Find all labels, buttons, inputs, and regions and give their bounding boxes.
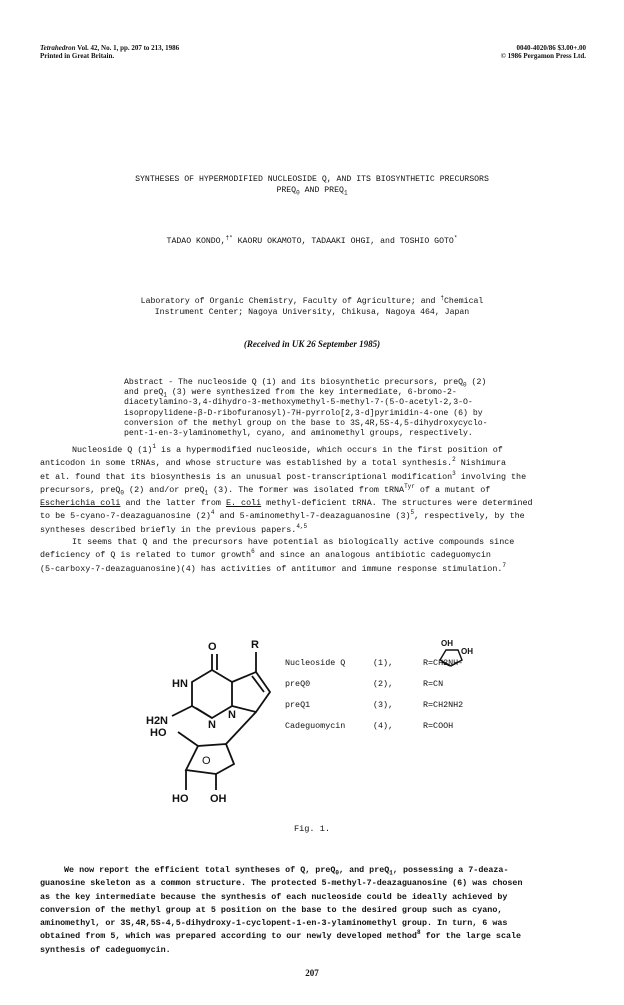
author-list: TADAO KONDO,†* KAORU OKAMOTO, TADAAKI OHGI, and TOSHIO GOTO* <box>166 234 458 246</box>
hn-label: HN <box>172 678 188 690</box>
compound-row-1: Nucleoside Q (1), R=CH2NH- <box>285 658 464 668</box>
ho-5prime-label: HO <box>150 727 167 739</box>
affiliation-line-2: Instrument Center; Nagoya University, Chikusa, Nagoya 464, Japan <box>154 308 470 317</box>
paragraph-intro: Nucleoside Q $(1)^1$ is a hypermodified nucleoside, which occurs in the first position of anticodon in some tRNAs, and whose structure was established by a total synthesis.$^2$ Nishimura et al. found that its biosynthesis is an unusual post-transcriptional modification$^3$ involving the precursors, preQ$_0$ (2) and/or preQ$_1$ (3). The former was isolated from tRNA$^{Tyr}$ of a mutant of Escherichia coli and the latter from E. coli methyl-deficient tRNA. The structures were determined to be 5-cyano-7-deazaguanosine $(2)^4$ and 5-aminomethyl-7-deazaguanosine $(3)^5$, respectively, by the syntheses described briefly in the previous papers.$^{4,5}$ <box>40 443 533 535</box>
oh-3prime-label: OH <box>210 793 227 805</box>
affiliation <box>0 296 624 318</box>
paragraph-synthesis: We now report the efficient total syntheses of Q, preQ$_0$, and preQ$_1$, possessing a 7-deaza- guanosine skeleton as a common structure. The protected 5-methyl-7-deazaguanosine (6) was chosen as the key intermediate because the synthesis of each nucleoside could be ideally achieved by conversion of the methyl group at 5 position on the base to the desired group such as cyano, aminomethyl, or 3S,4R,5S-4,5-dihydroxy-1-cyclopent-1-en-3-ylaminomethyl group. In turn, 6 was obtained from 5, which was prepared according to our newly developed method$^8$ for the large scale synthesis of cadeguomycin. <box>40 865 523 955</box>
journal-citation <box>40 44 179 52</box>
compound-row-2: preQ0 (2), R=CN <box>285 679 444 689</box>
title-line-2: $PREQ_0$ AND $PREQ_1$ <box>276 186 348 197</box>
copyright-line: © 1986 Pergamon Press Ltd. <box>500 52 586 60</box>
oh-label-2: OH <box>461 647 473 656</box>
molecule-bonds <box>172 652 270 790</box>
title-line-1: SYNTHESES OF HYPERMODIFIED NUCLEOSIDE Q, AND ITS BIOSYNTHETIC PRECURSORS <box>135 175 489 184</box>
paragraph-activity: It seems that Q and the precursors have potential as biologically active compounds since deficiency of Q is related to tumor growth$^6$ and since an analogous antibiotic cadeguomycin (5-carboxy-7-deazaguanosine)(4) has activities of antitumor and immune response stimulation.$^7$ <box>40 537 515 574</box>
issn-code: 0040-4020/86 $3.00+.00 <box>516 44 586 52</box>
paper-title <box>0 174 624 196</box>
pyrrole-n-label: N <box>228 709 236 721</box>
ho-2prime-label: HO <box>172 793 189 805</box>
figure-caption: Fig. 1. <box>293 824 331 834</box>
structure-diagram <box>120 630 300 810</box>
amino-label: H2N <box>146 715 169 727</box>
received-date: (Received in UK 26 September 1985) <box>243 339 381 349</box>
carbonyl-o-label: O <box>208 641 217 653</box>
oh-label-1: OH <box>441 639 453 648</box>
compound-row-4: Cadeguomycin (4), R=COOH <box>285 721 454 731</box>
ring-n-label: N <box>208 719 216 731</box>
journal-name: Tetrahedron <box>40 44 76 52</box>
printed-line: Printed in Great Britain. <box>40 52 115 60</box>
sugar-o-label: O <box>202 755 211 767</box>
r-group-label: R <box>251 639 259 651</box>
page-number: 207 <box>305 968 319 978</box>
volume-line: Vol. 42, No. 1, pp. 207 to 213, 1986 <box>77 44 180 52</box>
abstract: Abstract - The nucleoside Q (1) and its biosynthetic precursors, preQ$_0$ (2) and preQ$_1$ (3) were synthesized from the key intermediate, 6-bromo-2- diacetylamino-3,4-dihydro-3-methoxymethyl-5-methyl-7-(5-O-acetyl-2,3-O- isopropylidene-β-D-ribofuranosyl)-7H-pyrrolo[2,3-d]pyrimidin-4-one (6) by conversion of the methyl group on the base to 3S,4R,5S-4,5-dihydroxycyclo- pent-1-en-3-ylaminomethyl, cyano, and aminomethyl groups, respectively. <box>124 378 488 439</box>
affiliation-line-1: Laboratory of Organic Chemistry, Faculty of Agriculture; and †Chemical <box>140 294 484 306</box>
compound-row-3: preQ1 (3), R=CH2NH2 <box>285 700 464 710</box>
